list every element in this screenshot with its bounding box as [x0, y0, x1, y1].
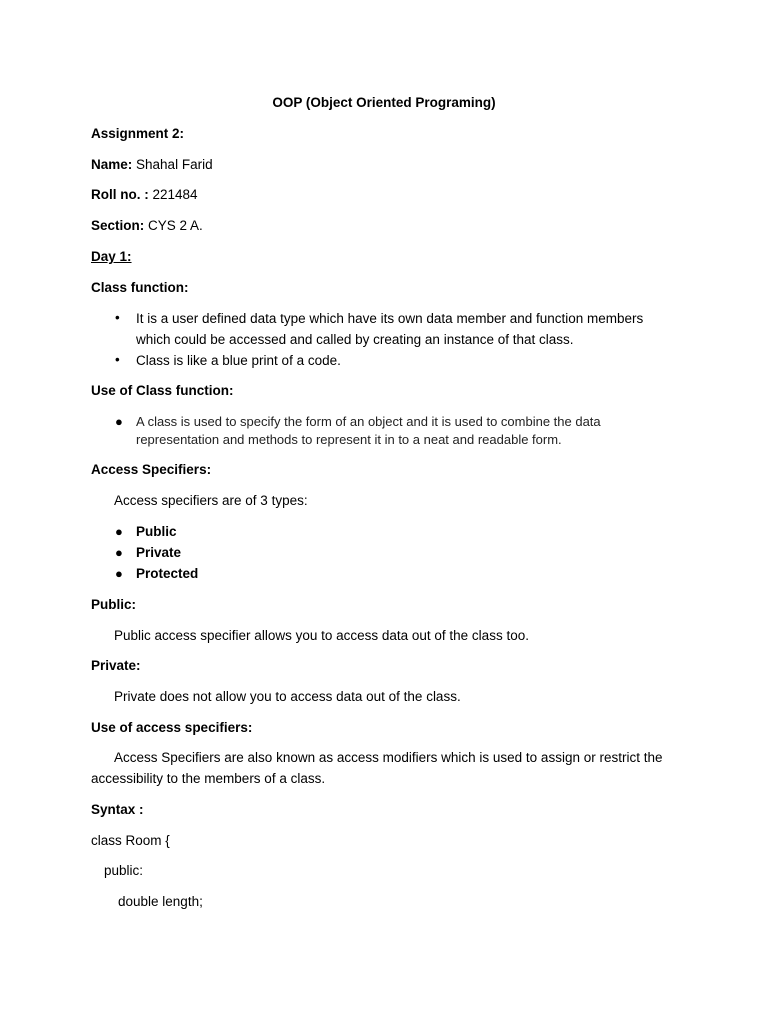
name-value: Shahal Farid — [136, 157, 213, 172]
type-protected: Protected — [136, 566, 199, 581]
section-label: Section: — [91, 218, 145, 233]
class-function-heading: Class function: — [91, 280, 189, 295]
class-function-bullet-1-cont: which could be accessed and called by creating an instance of that class. — [136, 332, 574, 347]
name-line — [91, 156, 213, 174]
use-class-function-heading: Use of Class function: — [91, 383, 234, 398]
bullet-marker: • — [115, 352, 120, 367]
section-line — [91, 217, 203, 235]
type-private: Private — [136, 545, 182, 560]
type-public: Public — [136, 524, 177, 539]
class-function-bullet-1: It is a user defined data type which have its own data member and function members — [136, 311, 644, 326]
public-heading: Public: — [91, 597, 137, 612]
private-text: Private does not allow you to access data out of the class. — [114, 689, 461, 704]
private-heading: Private: — [91, 658, 141, 673]
use-class-bullet-line-2: representation and methods to represent it in to a neat and readable form. — [136, 432, 562, 447]
roll-line — [91, 186, 198, 204]
bullet-marker: ● — [115, 524, 123, 539]
use-access-heading: Use of access specifiers: — [91, 720, 253, 735]
code-line-class: class Room { — [91, 833, 170, 848]
use-access-line-2: accessibility to the members of a class. — [91, 771, 326, 786]
code-line-length: double length; — [118, 894, 203, 909]
syntax-heading: Syntax : — [91, 802, 144, 817]
roll-value: 221484 — [152, 187, 198, 202]
use-access-line-1: Access Specifiers are also known as access modifiers which is used to assign or restrict the — [114, 750, 663, 765]
public-text: Public access specifier allows you to access data out of the class too. — [114, 628, 529, 643]
access-specifiers-heading: Access Specifiers: — [91, 462, 212, 477]
document-title: OOP (Object Oriented Programing) — [272, 95, 496, 110]
class-function-bullet-2: Class is like a blue print of a code. — [136, 353, 341, 368]
access-specifiers-intro: Access specifiers are of 3 types: — [114, 493, 308, 508]
section-value: CYS 2 A. — [148, 218, 203, 233]
bullet-marker: ● — [115, 414, 123, 429]
bullet-marker: • — [115, 310, 120, 325]
assignment-label: Assignment 2: — [91, 126, 185, 141]
day-heading: Day 1: — [91, 249, 132, 264]
name-label: Name: — [91, 157, 133, 172]
bullet-marker: ● — [115, 566, 123, 581]
use-class-bullet-line-1: A class is used to specify the form of an object and it is used to combine the data — [136, 414, 601, 429]
bullet-marker: ● — [115, 545, 123, 560]
code-line-public: public: — [104, 863, 144, 878]
roll-label: Roll no. : — [91, 187, 149, 202]
